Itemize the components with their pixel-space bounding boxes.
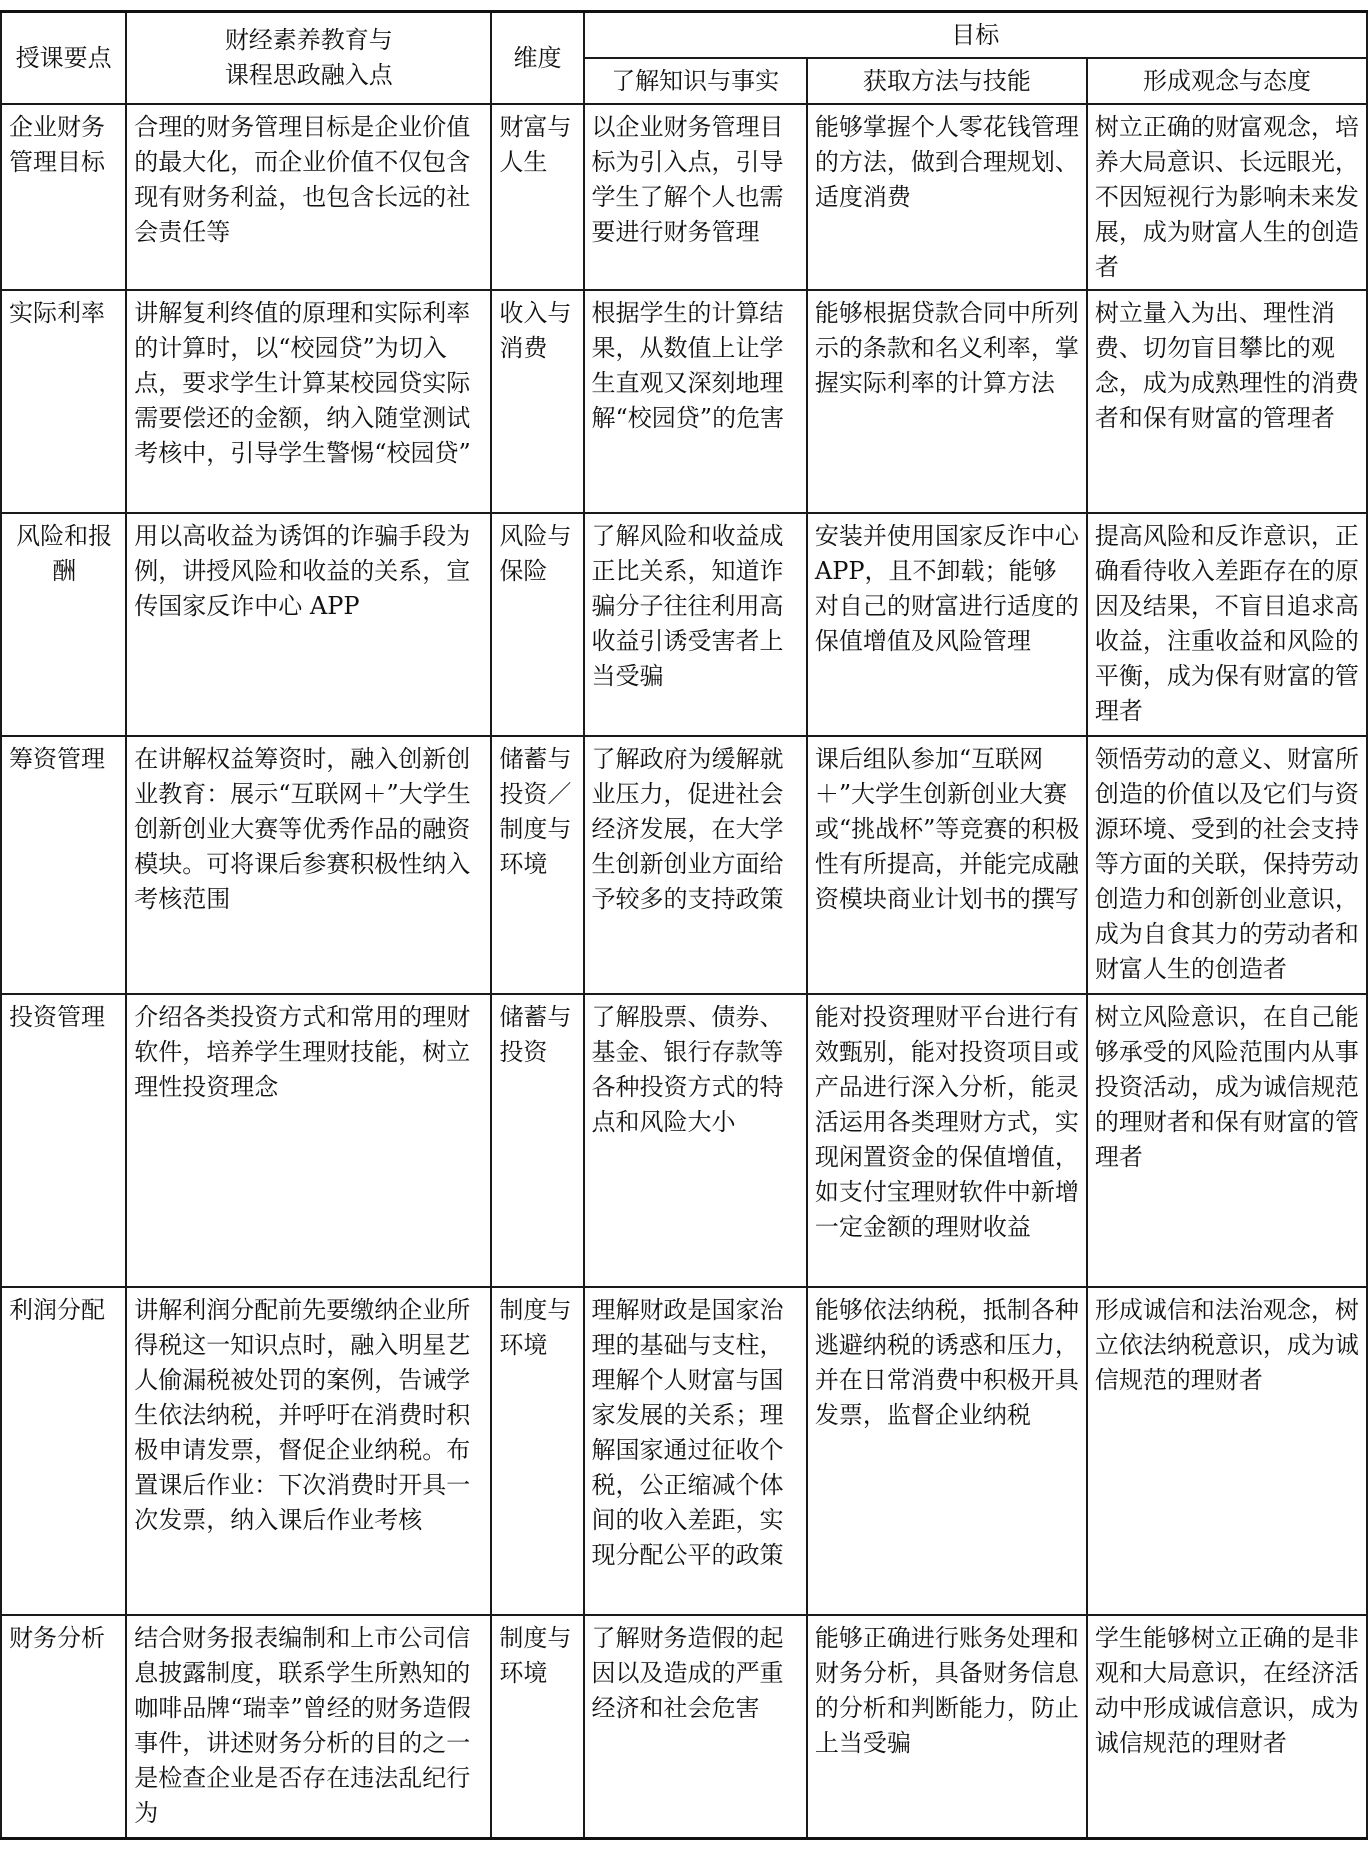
cell-dimension: 制度与环境 [491, 1615, 583, 1839]
cell-topic: 风险和报酬 [1, 513, 126, 736]
header-topic: 授课要点 [1, 12, 126, 105]
cell-attitude: 树立正确的财富观念，培养大局意识、长远眼光，不因短视行为影响未来发展，成为财富人生的创造者 [1087, 104, 1367, 290]
cell-knowledge: 了解风险和收益成正比关系，知道诈骗分子往往利用高收益引诱受害者上当受骗 [584, 513, 807, 736]
cell-skills: 能够掌握个人零花钱管理的方法，做到合理规划、适度消费 [807, 104, 1087, 290]
cell-knowledge: 了解股票、债券、基金、银行存款等各种投资方式的特点和风险大小 [584, 994, 807, 1287]
cell-dimension: 收入与消费 [491, 290, 583, 513]
table-row [1, 1615, 1367, 1839]
header-goal: 目标 [584, 12, 1367, 59]
table-row [1, 513, 1367, 736]
cell-dimension: 储蓄与投资／制度与环境 [491, 736, 583, 994]
cell-skills: 能够根据贷款合同中所列示的条款和名义利率，掌握实际利率的计算方法 [807, 290, 1087, 513]
table-row [1, 1287, 1367, 1615]
cell-topic: 财务分析 [1, 1615, 126, 1839]
cell-topic: 企业财务管理目标 [1, 104, 126, 290]
cell-integration: 结合财务报表编制和上市公司信息披露制度，联系学生所熟知的咖啡品牌“瑞幸”曾经的财务造假事件，讲述财务分析的目的之一是检查企业是否存在违法乱纪行为 [126, 1615, 491, 1839]
cell-knowledge: 了解政府为缓解就业压力，促进社会经济发展，在大学生创新创业方面给予较多的支持政策 [584, 736, 807, 994]
cell-knowledge: 理解财政是国家治理的基础与支柱，理解个人财富与国家发展的关系；理解国家通过征收个税，公正缩减个体间的收入差距，实现分配公平的政策 [584, 1287, 807, 1615]
cell-knowledge: 了解财务造假的起因以及造成的严重经济和社会危害 [584, 1615, 807, 1839]
cell-skills: 能够依法纳税，抵制各种逃避纳税的诱惑和压力，并在日常消费中积极开具发票，监督企业纳税 [807, 1287, 1087, 1615]
cell-integration: 在讲解权益筹资时，融入创新创业教育：展示“互联网＋”大学生创新创业大赛等优秀作品的融资模块。可将课后参赛积极性纳入考核范围 [126, 736, 491, 994]
cell-dimension: 储蓄与投资 [491, 994, 583, 1287]
cell-topic: 投资管理 [1, 994, 126, 1287]
cell-dimension: 风险与保险 [491, 513, 583, 736]
cell-integration: 用以高收益为诱饵的诈骗手段为例，讲授风险和收益的关系，宣传国家反诈中心 APP [126, 513, 491, 736]
cell-skills: 能对投资理财平台进行有效甄别，能对投资项目或产品进行深入分析，能灵活运用各类理财方式，实现闲置资金的保值增值，如支付宝理财软件中新增一定金额的理财收益 [807, 994, 1087, 1287]
cell-attitude: 学生能够树立正确的是非观和大局意识，在经济活动中形成诚信意识，成为诚信规范的理财者 [1087, 1615, 1367, 1839]
cell-knowledge: 根据学生的计算结果，从数值上让学生直观又深刻地理解“校园贷”的危害 [584, 290, 807, 513]
cell-skills: 课后组队参加“互联网＋”大学生创新创业大赛或“挑战杯”等竞赛的积极性有所提高，并能完成融资模块商业计划书的撰写 [807, 736, 1087, 994]
cell-integration: 讲解复利终值的原理和实际利率的计算时，以“校园贷”为切入点，要求学生计算某校园贷实际需要偿还的金额，纳入随堂测试考核中，引导学生警惕“校园贷” [126, 290, 491, 513]
header-knowledge: 了解知识与事实 [584, 58, 807, 104]
curriculum-table [0, 10, 1368, 1840]
cell-dimension: 制度与环境 [491, 1287, 583, 1615]
cell-attitude: 提高风险和反诈意识，正确看待收入差距存在的原因及结果，不盲目追求高收益，注重收益和风险的平衡，成为保有财富的管理者 [1087, 513, 1367, 736]
cell-topic: 实际利率 [1, 290, 126, 513]
header-row [1, 12, 1367, 59]
header-attitude: 形成观念与态度 [1087, 58, 1367, 104]
header-skills: 获取方法与技能 [807, 58, 1087, 104]
cell-topic: 利润分配 [1, 1287, 126, 1615]
cell-dimension: 财富与人生 [491, 104, 583, 290]
cell-topic: 筹资管理 [1, 736, 126, 994]
header-dimension: 维度 [491, 12, 583, 105]
cell-skills: 能够正确进行账务处理和财务分析，具备财务信息的分析和判断能力，防止上当受骗 [807, 1615, 1087, 1839]
cell-attitude: 领悟劳动的意义、财富所创造的价值以及它们与资源环境、受到的社会支持等方面的关联，保持劳动创造力和创新创业意识，成为自食其力的劳动者和财富人生的创造者 [1087, 736, 1367, 994]
cell-attitude: 形成诚信和法治观念，树立依法纳税意识，成为诚信规范的理财者 [1087, 1287, 1367, 1615]
cell-attitude: 树立量入为出、理性消费、切勿盲目攀比的观念，成为成熟理性的消费者和保有财富的管理者 [1087, 290, 1367, 513]
table-row [1, 104, 1367, 290]
table-row [1, 290, 1367, 513]
cell-skills: 安装并使用国家反诈中心 APP，且不卸载；能够对自己的财富进行适度的保值增值及风险管理 [807, 513, 1087, 736]
cell-integration: 合理的财务管理目标是企业价值的最大化，而企业价值不仅包含现有财务利益，也包含长远的社会责任等 [126, 104, 491, 290]
table-row [1, 994, 1367, 1287]
table-row [1, 736, 1367, 994]
cell-integration: 讲解利润分配前先要缴纳企业所得税这一知识点时，融入明星艺人偷漏税被处罚的案例，告诫学生依法纳税，并呼吁在消费时积极申请发票，督促企业纳税。布置课后作业：下次消费时开具一次发票，纳入课后作业考核 [126, 1287, 491, 1615]
header-integration-line2: 课程思政融入点 [224, 61, 393, 89]
cell-knowledge: 以企业财务管理目标为引入点，引导学生了解个人也需要进行财务管理 [584, 104, 807, 290]
header-integration [126, 12, 491, 105]
cell-attitude: 树立风险意识，在自己能够承受的风险范围内从事投资活动，成为诚信规范的理财者和保有财富的管理者 [1087, 994, 1367, 1287]
cell-integration: 介绍各类投资方式和常用的理财软件，培养学生理财技能，树立理性投资理念 [126, 994, 491, 1287]
header-integration-line1: 财经素养教育与 [224, 26, 393, 54]
